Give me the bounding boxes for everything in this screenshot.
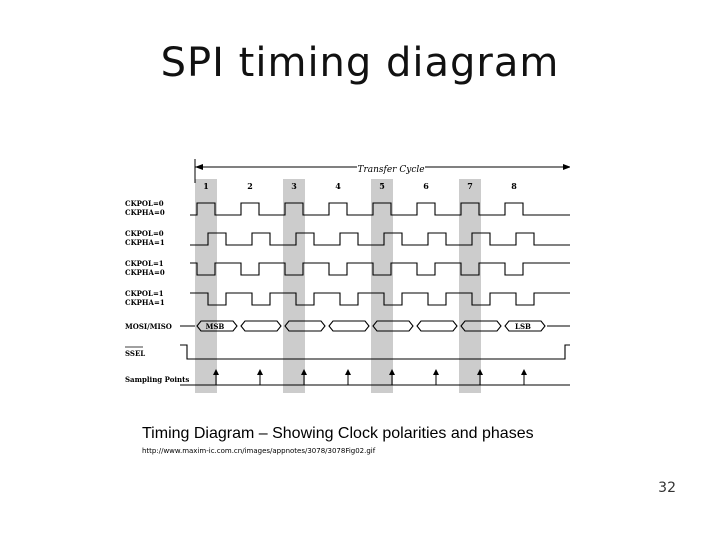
clock-label-2-pha: CKPHA=1 bbox=[125, 238, 165, 247]
cycle-number-1: 1 bbox=[203, 181, 209, 191]
clock-label-2-pol: CKPOL=0 bbox=[125, 229, 164, 238]
cycle-number-5: 5 bbox=[379, 181, 385, 191]
cycle-number-3: 3 bbox=[291, 181, 297, 191]
shaded-band-3 bbox=[283, 179, 305, 393]
transfer-arrow-right-head bbox=[563, 164, 570, 170]
timing-diagram-svg bbox=[125, 153, 570, 395]
clock-label-3-pha: CKPHA=0 bbox=[125, 268, 165, 277]
sampling-arrow-head-4 bbox=[345, 369, 351, 375]
data-bit-cell bbox=[329, 321, 369, 331]
lsb-label: LSB bbox=[515, 322, 531, 331]
data-line-label: MOSI/MISO bbox=[125, 322, 172, 331]
page-number: 32 bbox=[658, 480, 676, 496]
shaded-band-1 bbox=[195, 179, 217, 393]
shaded-band-5 bbox=[371, 179, 393, 393]
slide-title: SPI timing diagram bbox=[160, 40, 560, 86]
shaded-band-7 bbox=[459, 179, 481, 393]
data-bit-cell bbox=[417, 321, 457, 331]
cycle-number-6: 6 bbox=[423, 181, 429, 191]
cycle-number-7: 7 bbox=[467, 181, 473, 191]
spi-timing-diagram bbox=[125, 153, 570, 395]
msb-label: MSB bbox=[205, 322, 225, 331]
cycle-number-2: 2 bbox=[247, 181, 253, 191]
transfer-cycle-label: Transfer Cycle bbox=[357, 165, 425, 175]
cycle-number-8: 8 bbox=[511, 181, 517, 191]
transfer-arrow-left-head bbox=[195, 164, 203, 170]
clock-label-1-pol: CKPOL=0 bbox=[125, 199, 164, 208]
source-url: http://www.maxim-ic.com.cn/images/appnotes/3078/3078Fig02.gif bbox=[142, 447, 376, 455]
data-bit-cell bbox=[241, 321, 281, 331]
clock-label-3-pol: CKPOL=1 bbox=[125, 259, 164, 268]
clock-label-1-pha: CKPHA=0 bbox=[125, 208, 165, 217]
clock-label-4-pol: CKPOL=1 bbox=[125, 289, 164, 298]
ssel-label: SSEL bbox=[125, 349, 146, 358]
figure-caption: Timing Diagram – Showing Clock polarities and phases bbox=[142, 425, 534, 442]
sampling-arrow-head-8 bbox=[521, 369, 527, 375]
sampling-points-label: Sampling Points bbox=[125, 375, 190, 384]
sampling-arrow-head-2 bbox=[257, 369, 263, 375]
clock-label-4-pha: CKPHA=1 bbox=[125, 298, 165, 307]
cycle-number-4: 4 bbox=[335, 181, 341, 191]
sampling-arrow-head-6 bbox=[433, 369, 439, 375]
